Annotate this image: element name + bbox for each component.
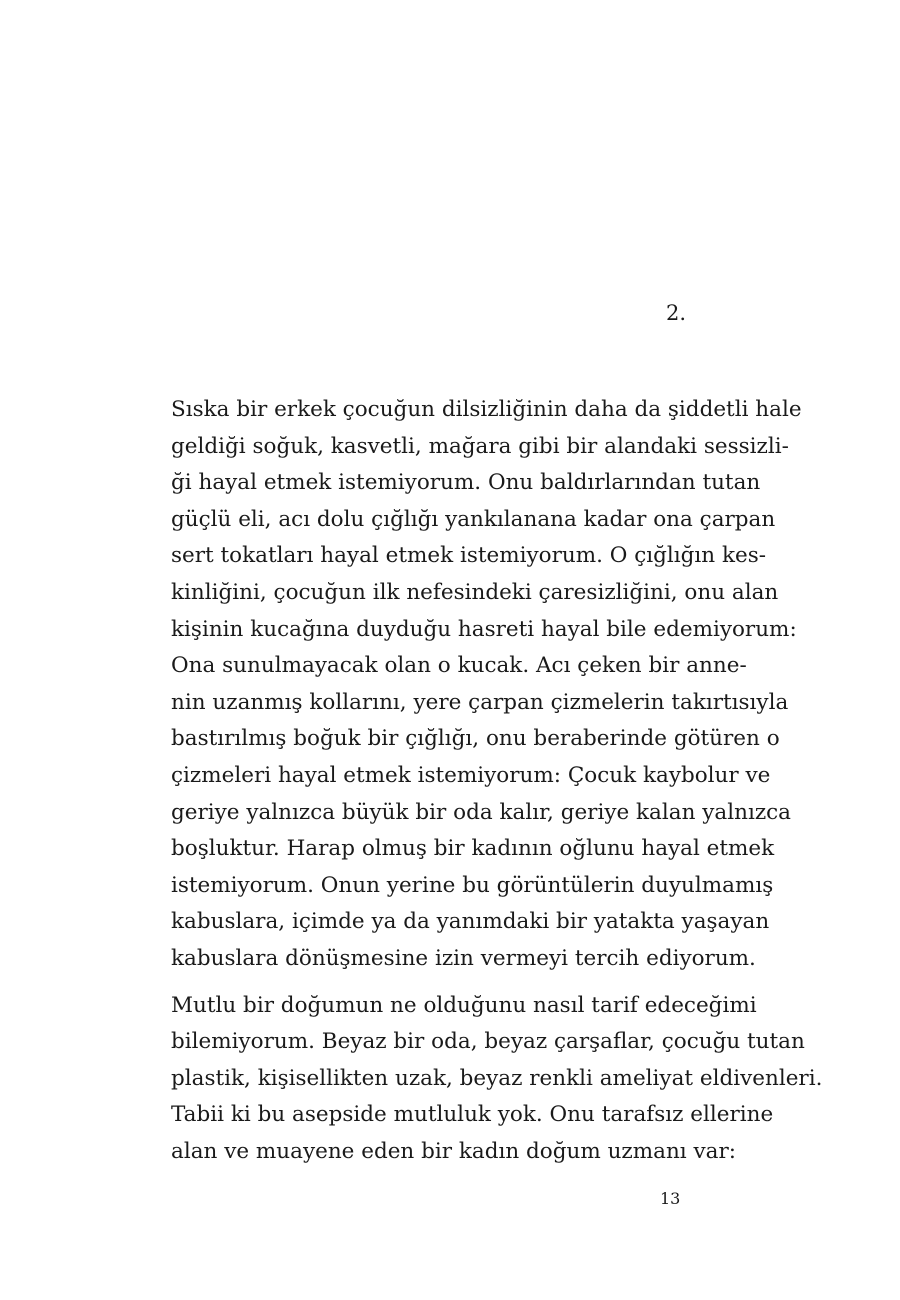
text-line: Sıska bir erkek çocuğun dilsizliğinin daha da şiddetli hale: [171, 397, 802, 422]
paragraph-1: [171, 392, 802, 978]
text-line: kabuslara, içimde ya da yanımdaki bir yatakta yaşayan: [171, 909, 770, 935]
text-line: Tabii ki bu asepside mutluluk yok. Onu tarafsız ellerine: [171, 1102, 774, 1128]
text-line: bilemiyorum. Beyaz bir oda, beyaz çarşaflar, çocuğu tutan: [171, 1029, 805, 1055]
text-line: Ona sunulmayacak olan o kucak. Acı çeken bir anne-: [171, 653, 747, 679]
text-line: nin uzanmış kollarını, yere çarpan çizmelerin takırtısıyla: [171, 689, 789, 715]
text-line: sert tokatları hayal etmek istemiyorum. O çığlığın kes-: [171, 543, 767, 569]
text-line: istemiyorum. Onun yerine bu görüntülerin duyulmamış: [171, 872, 774, 898]
text-line: kabuslara dönüşmesine izin vermeyi tercih ediyorum.: [171, 945, 756, 971]
text-line: geriye yalnızca büyük bir oda kalır, geriye kalan yalnızca: [171, 799, 792, 825]
text-line: kişinin kucağına duyduğu hasreti hayal bile edemiyorum:: [171, 616, 797, 642]
text-line: bastırılmış boğuk bir çığlığı, onu beraberinde götüren o: [171, 726, 780, 752]
text-line: alan ve muayene eden bir kadın doğum uzmanı var:: [171, 1138, 736, 1164]
text-line: ği hayal etmek istemiyorum. Onu baldırlarından tutan: [171, 470, 761, 496]
chapter-number: 2.: [666, 301, 687, 325]
page-number: 13: [660, 1189, 681, 1208]
text-line: güçlü eli, acı dolu çığlığı yankılanana kadar ona çarpan: [171, 506, 776, 532]
text-line: plastik, kişisellikten uzak, beyaz renkli ameliyat eldivenleri.: [171, 1065, 823, 1091]
body-text: [171, 392, 823, 1170]
text-line: Mutlu bir doğumun ne olduğunu nasıl tarif edeceğimi: [171, 992, 757, 1018]
text-line: çizmeleri hayal etmek istemiyorum: Çocuk kaybolur ve: [171, 762, 771, 788]
text-line: kinliğini, çocuğun ilk nefesindeki çaresizliğini, onu alan: [171, 579, 779, 605]
text-line: geldiği soğuk, kasvetli, mağara gibi bir alandaki sessizli-: [171, 433, 789, 459]
paragraph-gap: [171, 978, 727, 988]
text-line: boşluktur. Harap olmuş bir kadının oğlunu hayal etmek: [171, 836, 775, 862]
paragraph-2: [171, 988, 823, 1171]
